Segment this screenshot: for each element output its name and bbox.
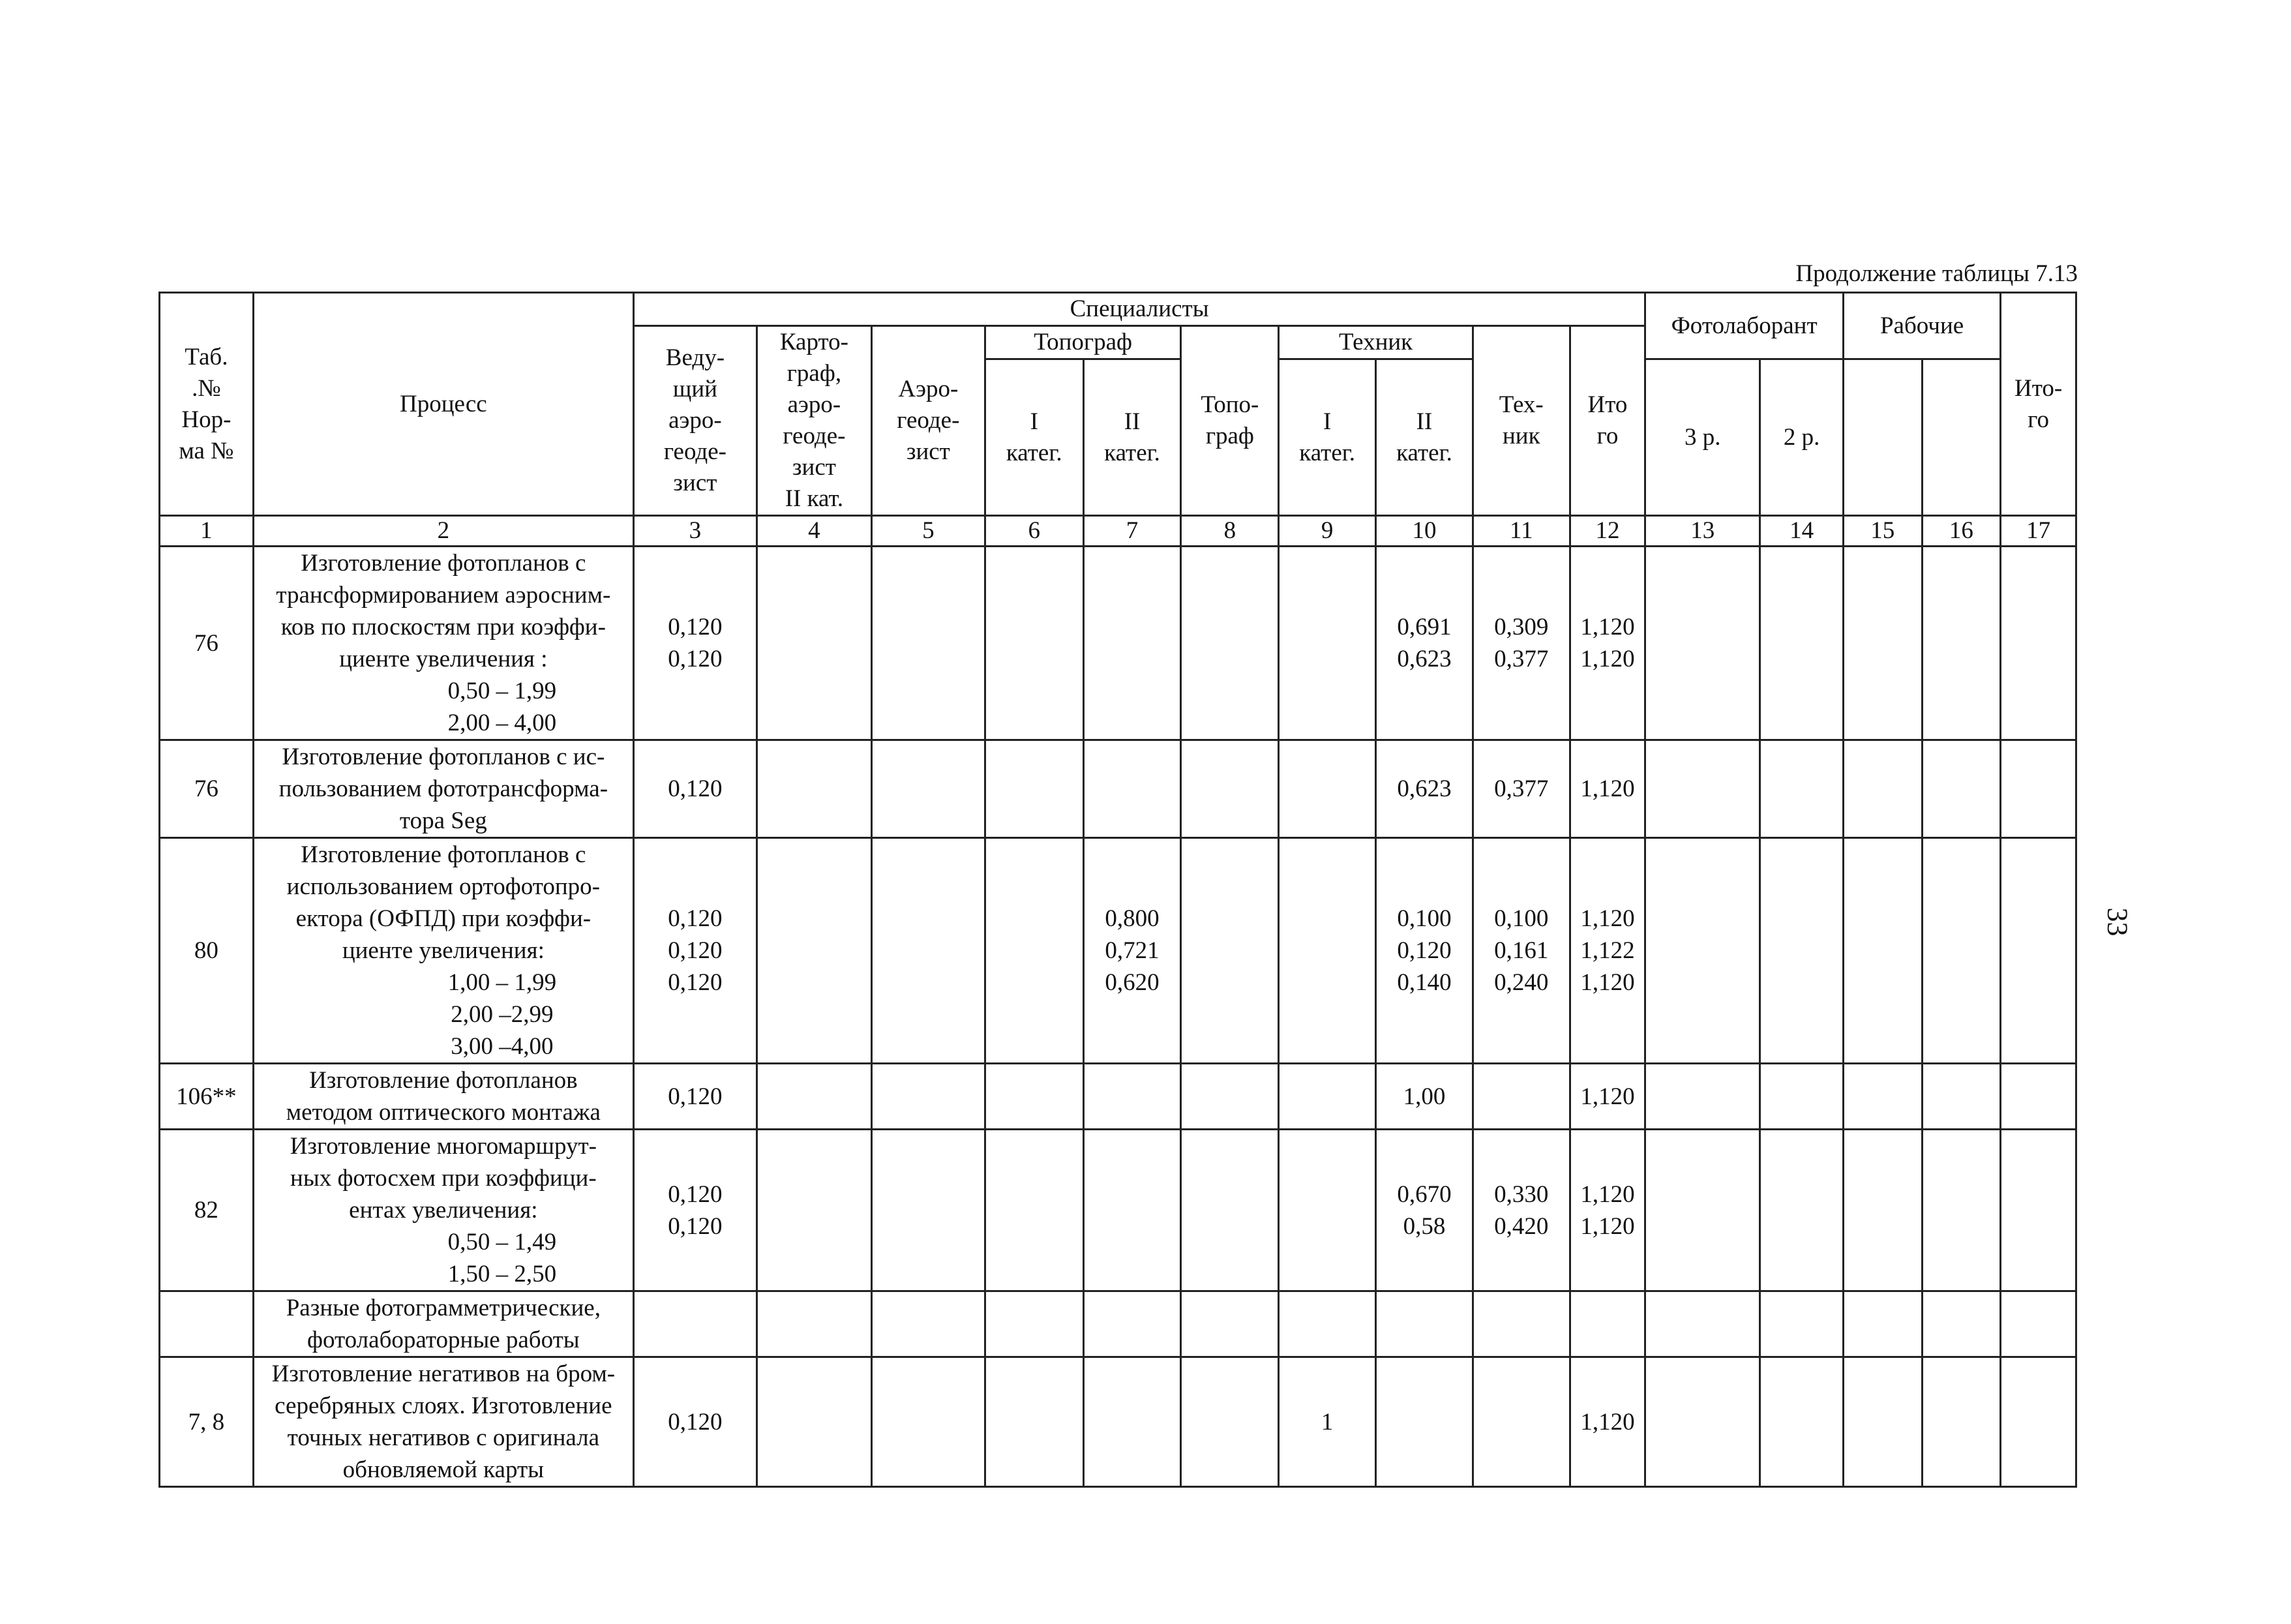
col-num: 6 [985,516,1083,547]
value: 0,377 [1494,775,1549,802]
value-cell-c7 [1083,740,1181,838]
norm-number [160,1291,254,1357]
value-cell-c10 [1376,1130,1473,1291]
value-cell-c10 [1376,1291,1473,1357]
value: 0,691 [1397,614,1452,640]
table-row [160,547,2076,740]
header-lead-aerogeodesist: Веду- щий аэро- геоде- зист [633,326,756,516]
value-cell-c12 [1570,1064,1645,1130]
value-cell-c3 [633,1130,756,1291]
value-cell-c15 [1843,838,1922,1064]
value: 0,120 [668,646,723,672]
header-workers-b [1922,359,2001,516]
value: 0,120 [668,1408,723,1436]
process-line: пользованием фототрансформа- [278,775,608,802]
value-cell-c4 [756,1064,871,1130]
value-cell-c15 [1843,1357,1922,1487]
value-cell-c13 [1645,1357,1760,1487]
col-num: 1 [160,516,254,547]
header-specialists: Специалисты [633,293,1645,326]
norm-number: 80 [160,838,254,1064]
col-num: 11 [1473,516,1570,547]
value: 1,120 [1580,1083,1635,1110]
process-line: серебряных слоях. Изготовление [275,1392,612,1419]
value: 0,623 [1397,646,1452,672]
col-num: 7 [1083,516,1181,547]
value: 1,120 [1580,905,1635,932]
value-cell-c13 [1645,740,1760,838]
value: 0,120 [668,937,723,964]
value-cell-c9 [1279,740,1376,838]
process-description [253,1291,633,1357]
value: 0,420 [1494,1212,1549,1240]
value: 0,800 [1105,905,1160,932]
value-cell-c10 [1376,740,1473,838]
value-cell-c3 [633,838,756,1064]
norm-number: 76 [160,740,254,838]
value-cell-c4 [756,1291,871,1357]
value: 1,120 [1580,646,1635,672]
value: 0,670 [1397,1180,1452,1208]
value-cell-c16 [1922,740,2001,838]
value-cell-c7 [1083,1291,1181,1357]
process-line: трансформированием аэросним- [276,582,611,609]
value-cell-c5 [871,1291,985,1357]
value-cell-c17 [2001,1357,2076,1487]
table-row [160,1130,2076,1291]
norm-number: 76 [160,547,254,740]
header-process: Процесс [253,293,633,516]
value: 0,120 [668,969,723,996]
value: 0,330 [1494,1180,1549,1208]
value-cell-c13 [1645,1130,1760,1291]
value-cell-c4 [756,740,871,838]
header-specialists-total: Ито го [1570,326,1645,516]
value-cell-c4 [756,547,871,740]
value-cell-c11 [1473,740,1570,838]
process-line: Изготовление негативов на бром- [271,1361,616,1387]
value: 0,120 [668,775,723,802]
value-cell-c17 [2001,547,2076,740]
value-cell-c13 [1645,547,1760,740]
header-aerogeodesist: Аэро- геоде- зист [871,326,985,516]
value-cell-c6 [985,547,1083,740]
value-cell-c10 [1376,1064,1473,1130]
magnification-range: 0,50 – 1,49 [447,1229,557,1256]
table-row [160,1291,2076,1357]
magnification-range: 1,50 – 2,50 [447,1261,557,1287]
value: 0,377 [1494,646,1549,672]
value: 0,120 [668,1212,723,1240]
col-num: 12 [1570,516,1645,547]
process-line: фотолабораторные работы [307,1327,580,1353]
value-cell-c9 [1279,1064,1376,1130]
process-description [253,1064,633,1130]
value-cell-c5 [871,838,985,1064]
norm-number: 106** [160,1064,254,1130]
value: 0,140 [1397,969,1452,996]
value: 1 [1321,1408,1334,1436]
magnification-range: 0,50 – 1,99 [447,678,557,704]
value-cell-c17 [2001,1291,2076,1357]
value-cell-c5 [871,1064,985,1130]
value-cell-c4 [756,1357,871,1487]
value: 1,120 [1580,614,1635,640]
value-cell-c6 [985,740,1083,838]
norm-number: 82 [160,1130,254,1291]
value-cell-c7 [1083,1130,1181,1291]
value-cell-c11 [1473,1130,1570,1291]
value-cell-c7 [1083,838,1181,1064]
header-topo-cat2: II катег. [1083,359,1181,516]
value-cell-c9 [1279,1357,1376,1487]
col-num: 8 [1181,516,1279,547]
header-photolab-grade2: 2 р. [1760,359,1844,516]
process-line: методом оптического монтажа [286,1099,601,1126]
value-cell-c12 [1570,1291,1645,1357]
value-cell-c8 [1181,740,1279,838]
col-num: 2 [253,516,633,547]
magnification-range: 2,00 – 4,00 [447,710,557,736]
header-workers-a [1843,359,1922,516]
value-cell-c9 [1279,1130,1376,1291]
value-cell-c12 [1570,1130,1645,1291]
value-cell-c7 [1083,1064,1181,1130]
col-num: 5 [871,516,985,547]
process-line: ков по плоскостям при коэффи- [280,614,606,640]
process-line: Изготовление фотопланов с ис- [282,744,605,770]
value: 0,161 [1494,937,1549,964]
value-cell-c5 [871,1130,985,1291]
norm-number: 7, 8 [160,1357,254,1487]
value: 0,120 [668,1083,723,1110]
value-cell-c15 [1843,547,1922,740]
value-cell-c16 [1922,1130,2001,1291]
value-cell-c8 [1181,547,1279,740]
process-line: тора Seg [399,807,487,834]
header-tech-cat1: I катег. [1279,359,1376,516]
process-line: ектора (ОФПД) при коэффи- [295,905,591,932]
norms-table [158,292,2077,1488]
col-num: 4 [756,516,871,547]
value-cell-c15 [1843,1291,1922,1357]
header-technician-group: Техник [1279,326,1473,359]
process-description [253,838,633,1064]
value: 1,120 [1580,1408,1635,1436]
col-num: 17 [2001,516,2076,547]
process-line: ентах увеличения: [349,1197,538,1224]
table-row [160,1064,2076,1130]
col-num: 3 [633,516,756,547]
header-photolab: Фотолаборант [1645,293,1844,359]
value: 0,620 [1105,969,1160,996]
value-cell-c8 [1181,1291,1279,1357]
value-cell-c7 [1083,1357,1181,1487]
value-cell-c11 [1473,838,1570,1064]
value-cell-c9 [1279,547,1376,740]
value-cell-c12 [1570,740,1645,838]
process-line: Изготовление фотопланов с [301,841,586,868]
header-workers: Рабочие [1843,293,2000,359]
value: 0,100 [1397,905,1452,932]
value-cell-c17 [2001,838,2076,1064]
col-num: 16 [1922,516,2001,547]
header-topographer-group: Топограф [985,326,1181,359]
value-cell-c11 [1473,1357,1570,1487]
value-cell-c3 [633,740,756,838]
header-photolab-grade3: 3 р. [1645,359,1760,516]
header-tech-cat2: II катег. [1376,359,1473,516]
value-cell-c16 [1922,1291,2001,1357]
value: 0,100 [1494,905,1549,932]
table-row [160,838,2076,1064]
value: 0,120 [668,614,723,640]
value-cell-c6 [985,1357,1083,1487]
col-num: 14 [1760,516,1844,547]
value: 0,309 [1494,614,1549,640]
value: 0,721 [1105,937,1160,964]
value-cell-c13 [1645,1064,1760,1130]
value-cell-c14 [1760,1130,1844,1291]
value-cell-c8 [1181,1357,1279,1487]
value-cell-c14 [1760,547,1844,740]
value-cell-c15 [1843,740,1922,838]
value-cell-c14 [1760,838,1844,1064]
table-row [160,1357,2076,1487]
process-line: ных фотосхем при коэффици- [290,1165,597,1192]
value: 1,122 [1580,937,1635,964]
value-cell-c5 [871,547,985,740]
value-cell-c14 [1760,1064,1844,1130]
page-number: 33 [2101,907,2134,937]
value-cell-c11 [1473,1064,1570,1130]
process-line: Изготовление фотопланов [309,1067,578,1094]
value-cell-c8 [1181,838,1279,1064]
value-cell-c14 [1760,1291,1844,1357]
process-line: циенте увеличения : [339,646,548,672]
process-line: циенте увеличения: [342,937,545,964]
value-cell-c9 [1279,1291,1376,1357]
value: 0,120 [668,1180,723,1208]
magnification-range: 2,00 –2,99 [451,1001,554,1028]
process-line: Разные фотограмметрические, [286,1295,601,1321]
magnification-range: 3,00 –4,00 [451,1033,554,1060]
value: 1,120 [1580,775,1635,802]
value: 1,120 [1580,1212,1635,1240]
header-cartographer: Карто- граф, аэро- геоде- зист II кат. [756,326,871,516]
process-line: Изготовление фотопланов с [301,550,586,577]
value-cell-c11 [1473,547,1570,740]
process-line: Изготовление многомаршрут- [290,1133,597,1160]
value-cell-c12 [1570,1357,1645,1487]
value-cell-c9 [1279,838,1376,1064]
value-cell-c3 [633,1357,756,1487]
process-description [253,1357,633,1487]
header-norm-no: Таб. .№ Нор- ма № [160,293,254,516]
value-cell-c3 [633,547,756,740]
norm-rows [160,547,2076,1487]
value-cell-c17 [2001,1064,2076,1130]
value: 0,623 [1397,775,1452,802]
value: 0,58 [1403,1212,1446,1240]
header-topo-cat1: I катег. [985,359,1083,516]
value-cell-c10 [1376,838,1473,1064]
header-topographer: Топо- граф [1181,326,1279,516]
value-cell-c6 [985,838,1083,1064]
value-cell-c11 [1473,1291,1570,1357]
value: 0,120 [1397,937,1452,964]
process-description [253,547,633,740]
value: 1,120 [1580,969,1635,996]
value-cell-c5 [871,740,985,838]
col-num: 9 [1279,516,1376,547]
col-num: 10 [1376,516,1473,547]
value-cell-c14 [1760,1357,1844,1487]
value-cell-c3 [633,1064,756,1130]
value-cell-c3 [633,1291,756,1357]
value-cell-c6 [985,1130,1083,1291]
process-description [253,1130,633,1291]
value-cell-c4 [756,838,871,1064]
value-cell-c15 [1843,1130,1922,1291]
value: 1,00 [1403,1083,1446,1110]
process-line: обновляемой карты [342,1456,545,1483]
value-cell-c13 [1645,838,1760,1064]
value-cell-c15 [1843,1064,1922,1130]
process-description [253,740,633,838]
value-cell-c12 [1570,838,1645,1064]
header-total-all: Ито- го [2001,293,2076,516]
col-num: 15 [1843,516,1922,547]
value-cell-c17 [2001,1130,2076,1291]
table-caption: Продолжение таблицы 7.13 [1795,260,2078,287]
value-cell-c10 [1376,547,1473,740]
value-cell-c4 [756,1130,871,1291]
value-cell-c13 [1645,1291,1760,1357]
process-line: точных негативов с оригинала [287,1424,600,1451]
value: 1,120 [1580,1180,1635,1208]
value-cell-c16 [1922,1064,2001,1130]
value-cell-c8 [1181,1064,1279,1130]
process-line: использованием ортофотопро- [286,873,601,900]
value-cell-c6 [985,1291,1083,1357]
value: 0,240 [1494,969,1549,996]
value: 0,120 [668,905,723,932]
magnification-range: 1,00 – 1,99 [447,969,557,996]
header-technician: Тех- ник [1473,326,1570,516]
value-cell-c16 [1922,838,2001,1064]
value-cell-c12 [1570,547,1645,740]
value-cell-c6 [985,1064,1083,1130]
value-cell-c16 [1922,1357,2001,1487]
value-cell-c14 [1760,740,1844,838]
value-cell-c7 [1083,547,1181,740]
value-cell-c8 [1181,1130,1279,1291]
value-cell-c10 [1376,1357,1473,1487]
value-cell-c16 [1922,547,2001,740]
col-num: 13 [1645,516,1760,547]
value-cell-c5 [871,1357,985,1487]
table-row [160,740,2076,838]
column-number-row [160,516,2076,547]
value-cell-c17 [2001,740,2076,838]
